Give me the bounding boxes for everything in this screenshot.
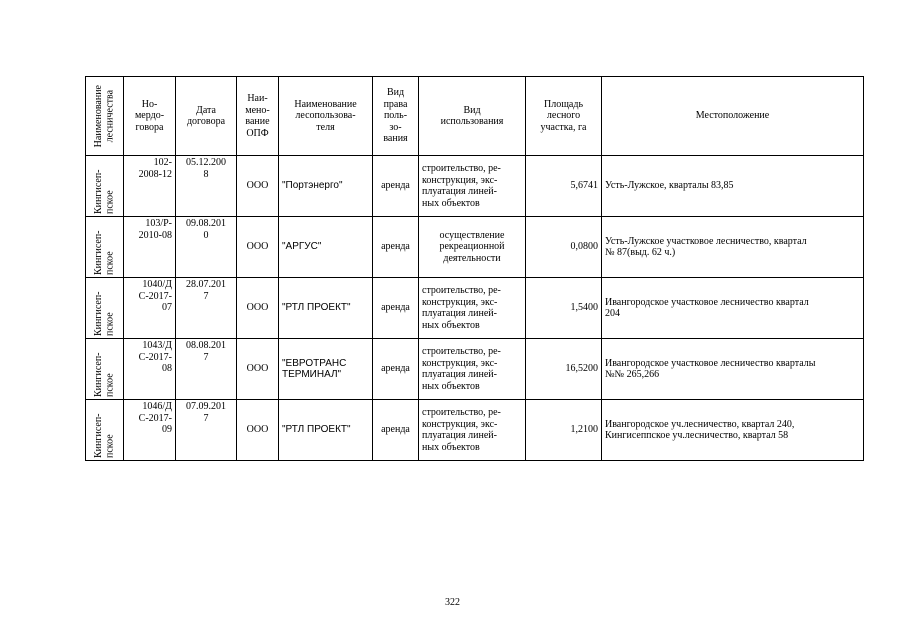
cell-opf: ООО bbox=[237, 400, 279, 461]
cell-use-type: строительство, ре- конструкция, экс- плуатация линей- ных объектов bbox=[419, 278, 526, 339]
cell-right-type: аренда bbox=[373, 400, 419, 461]
cell-location: Ивангородское участковое лесничество кварталы №№ 265,266 bbox=[602, 339, 864, 400]
cell-area: 16,5200 bbox=[526, 339, 602, 400]
cell-forest-user: "АРГУС" bbox=[279, 217, 373, 278]
cell-location: Ивангородское уч.лесничество, квартал 240, Кингисеппское уч.лесничество, квартал 58 bbox=[602, 400, 864, 461]
cell-right-type: аренда bbox=[373, 217, 419, 278]
cell-forestry: Кингисеп- пское bbox=[86, 400, 124, 461]
cell-forest-user: "ЕВРОТРАНС ТЕРМИНАЛ" bbox=[279, 339, 373, 400]
header-location: Местоположение bbox=[602, 77, 864, 156]
cell-right-type: аренда bbox=[373, 156, 419, 217]
cell-date: 07.09.201 7 bbox=[176, 400, 237, 461]
cell-contract-no: 1043/Д С-2017- 08 bbox=[124, 339, 176, 400]
cell-forest-user: "РТЛ ПРОЕКТ" bbox=[279, 278, 373, 339]
table-row bbox=[86, 278, 864, 339]
cell-area: 0,0800 bbox=[526, 217, 602, 278]
header-forest-user: Наименование лесопользова- теля bbox=[279, 77, 373, 156]
cell-opf: ООО bbox=[237, 217, 279, 278]
header-contract-no: Но- мердо- говора bbox=[124, 77, 176, 156]
cell-area: 1,5400 bbox=[526, 278, 602, 339]
cell-forest-user: "Портэнерго" bbox=[279, 156, 373, 217]
page-number: 322 bbox=[445, 597, 460, 608]
table-row bbox=[86, 217, 864, 278]
cell-right-type: аренда bbox=[373, 339, 419, 400]
cell-area: 1,2100 bbox=[526, 400, 602, 461]
cell-area: 5,6741 bbox=[526, 156, 602, 217]
lease-table bbox=[85, 76, 864, 461]
cell-use-type: осуществление рекреационной деятельности bbox=[419, 217, 526, 278]
header-contract-date: Дата договора bbox=[176, 77, 237, 156]
cell-opf: ООО bbox=[237, 339, 279, 400]
cell-location: Усть-Лужское участковое лесничество, квартал № 87(выд. 62 ч.) bbox=[602, 217, 864, 278]
cell-forest-user: "РТЛ ПРОЕКТ" bbox=[279, 400, 373, 461]
cell-forestry: Кингисеп- пское bbox=[86, 217, 124, 278]
cell-right-type: аренда bbox=[373, 278, 419, 339]
cell-contract-no: 103/Р- 2010-08 bbox=[124, 217, 176, 278]
cell-use-type: строительство, ре- конструкция, экс- плуатация линей- ных объектов bbox=[419, 339, 526, 400]
cell-date: 05.12.200 8 bbox=[176, 156, 237, 217]
header-forestry: Наименование лесничества bbox=[86, 77, 124, 156]
cell-contract-no: 102- 2008-12 bbox=[124, 156, 176, 217]
cell-use-type: строительство, ре- конструкция, экс- плуатация линей- ных объектов bbox=[419, 400, 526, 461]
cell-contract-no: 1046/Д С-2017- 09 bbox=[124, 400, 176, 461]
cell-location: Ивангородское участковое лесничество квартал 204 bbox=[602, 278, 864, 339]
table-row bbox=[86, 156, 864, 217]
cell-location: Усть-Лужское, кварталы 83,85 bbox=[602, 156, 864, 217]
header-right-type: Вид права поль- зо- вания bbox=[373, 77, 419, 156]
cell-date: 09.08.201 0 bbox=[176, 217, 237, 278]
header-area: Площадь лесного участка, га bbox=[526, 77, 602, 156]
cell-contract-no: 1040/Д С-2017- 07 bbox=[124, 278, 176, 339]
cell-forestry: Кингисеп- пское bbox=[86, 156, 124, 217]
cell-opf: ООО bbox=[237, 156, 279, 217]
cell-forestry: Кингисеп- пское bbox=[86, 339, 124, 400]
header-use-type: Вид использования bbox=[419, 77, 526, 156]
cell-use-type: строительство, ре- конструкция, экс- плуатация линей- ных объектов bbox=[419, 156, 526, 217]
cell-forestry: Кингисеп- пское bbox=[86, 278, 124, 339]
header-opf: Наи- мено- вание ОПФ bbox=[237, 77, 279, 156]
header-row bbox=[86, 77, 864, 156]
cell-date: 08.08.201 7 bbox=[176, 339, 237, 400]
cell-date: 28.07.201 7 bbox=[176, 278, 237, 339]
cell-opf: ООО bbox=[237, 278, 279, 339]
table-row bbox=[86, 400, 864, 461]
table-row bbox=[86, 339, 864, 400]
